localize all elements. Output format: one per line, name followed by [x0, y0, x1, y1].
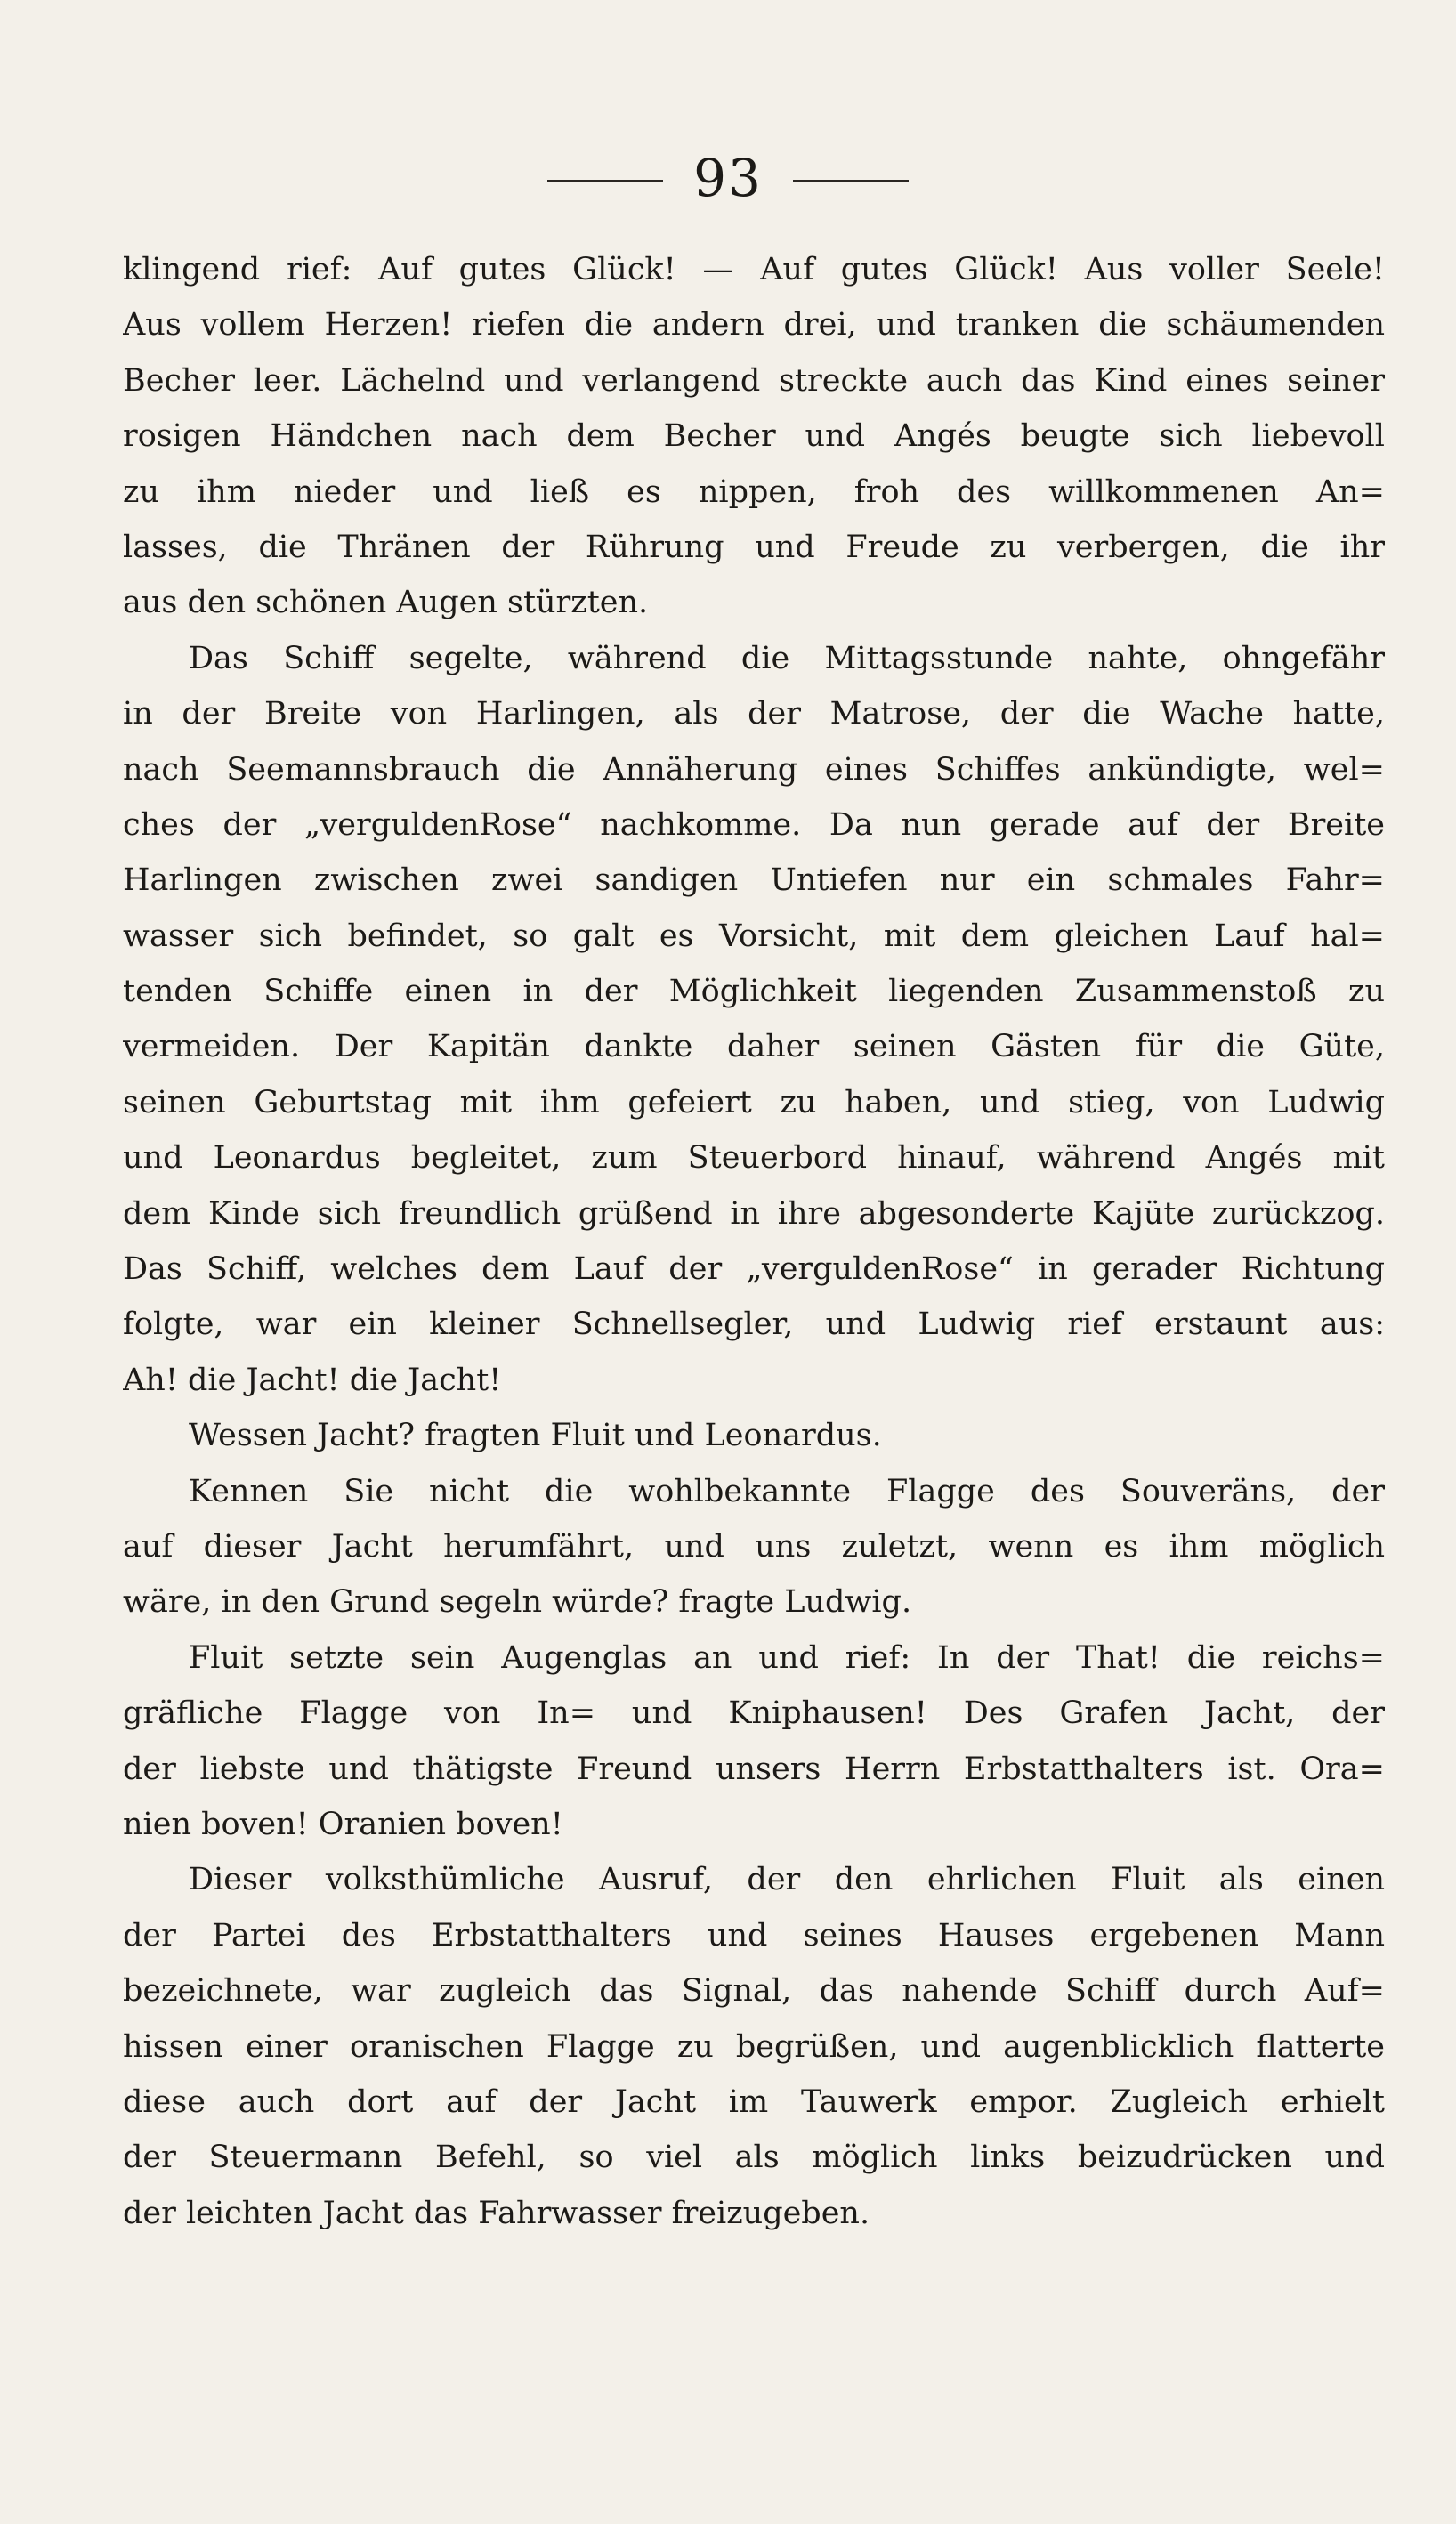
text-line: dem Kinde sich freundlich grüßend in ihre abgesonderte Kajüte zurückzog. [123, 1195, 1385, 1232]
header-rule-left [547, 180, 663, 182]
header-rule-right [793, 180, 909, 182]
paragraph-first-line: Das Schiff segelte, während die Mittagsstunde nahte, ohngefähr [189, 640, 1385, 676]
text-line: seinen Geburtstag mit ihm gefeiert zu haben, und stieg, von Ludwig [123, 1084, 1385, 1120]
text-line: Ah! die Jacht! die Jacht! [123, 1362, 502, 1398]
text-line: diese auch dort auf der Jacht im Tauwerk empor. Zugleich erhielt [123, 2083, 1385, 2120]
text-line: zu ihm nieder und ließ es nippen, froh des willkommenen An= [123, 473, 1385, 510]
page-header [0, 142, 1456, 214]
text-line: in der Breite von Harlingen, als der Matrose, der die Wache hatte, [123, 696, 1385, 732]
text-line: bezeichnete, war zugleich das Signal, das nahende Schiff durch Auf= [123, 1973, 1385, 2010]
text-line: Becher leer. Lächelnd und verlangend streckte auch das Kind eines seiner [123, 362, 1385, 399]
text-line: lasses, die Thränen der Rührung und Freude zu verbergen, die ihr [123, 529, 1385, 565]
text-line: wasser sich befindet, so galt es Vorsicht, mit dem gleichen Lauf hal= [123, 918, 1385, 954]
text-line: gräfliche Flagge von In= und Kniphausen! Des Grafen Jacht, der [123, 1695, 1385, 1732]
paragraph-first-line: Fluit setzte sein Augenglas an und rief: In der That! die reichs= [189, 1639, 1385, 1676]
text-line: hissen einer oranischen Flagge zu begrüßen, und augenblicklich flatterte [123, 2028, 1385, 2065]
text-line: und Leonardus begleitet, zum Steuerbord hinauf, während Angés mit [123, 1140, 1385, 1177]
text-line: der leichten Jacht das Fahrwasser freizugeben. [123, 2195, 870, 2231]
paragraph-first-line: Wessen Jacht? fragten Fluit und Leonardus. [189, 1418, 882, 1454]
text-line: tenden Schiffe einen in der Möglichkeit liegenden Zusammenstoß zu [123, 974, 1385, 1010]
text-line: auf dieser Jacht herumfährt, und uns zuletzt, wenn es ihm möglich [123, 1528, 1385, 1565]
page-number: 93 [693, 148, 763, 208]
text-line: der Partei des Erbstatthalters und seines Hauses ergebenen Mann [123, 1917, 1385, 1954]
text-line: nach Seemannsbrauch die Annäherung eines Schiffes ankündigte, wel= [123, 751, 1385, 788]
text-line: folgte, war ein kleiner Schnellsegler, und Ludwig rief erstaunt aus: [123, 1306, 1385, 1343]
text-line: Aus vollem Herzen! riefen die andern drei, und tranken die schäumenden [123, 307, 1385, 344]
text-line: vermeiden. Der Kapitän dankte daher seinen Gästen für die Güte, [123, 1029, 1385, 1065]
text-line: der Steuermann Befehl, so viel als möglich links beizudrücken und [123, 2140, 1385, 2176]
text-line: Harlingen zwischen zwei sandigen Untiefen nur ein schmales Fahr= [123, 862, 1385, 899]
text-line: der liebste und thätigste Freund unsers Herrn Erbstatthalters ist. Ora= [123, 1751, 1385, 1787]
text-line: ches der „verguldenRose“ nachkomme. Da nun gerade auf der Breite [123, 806, 1385, 843]
text-line: rosigen Händchen nach dem Becher und Angés beugte sich liebevoll [123, 418, 1385, 455]
text-line: aus den schönen Augen stürzten. [123, 585, 649, 621]
text-line: klingend rief: Auf gutes Glück! — Auf gutes Glück! Aus voller Seele! [123, 252, 1385, 287]
text-line: wäre, in den Grund segeln würde? fragte Ludwig. [123, 1584, 912, 1621]
paragraph-first-line: Kennen Sie nicht die wohlbekannte Flagge des Souveräns, der [189, 1473, 1385, 1509]
text-line: nien boven! Oranien boven! [123, 1806, 563, 1842]
paragraph-first-line: Dieser volksthümliche Ausruf, der den ehrlichen Fluit als einen [189, 1862, 1385, 1898]
text-line: Das Schiff, welches dem Lauf der „verguldenRose“ in gerader Richtung [123, 1251, 1385, 1288]
body-text [123, 242, 1385, 2241]
